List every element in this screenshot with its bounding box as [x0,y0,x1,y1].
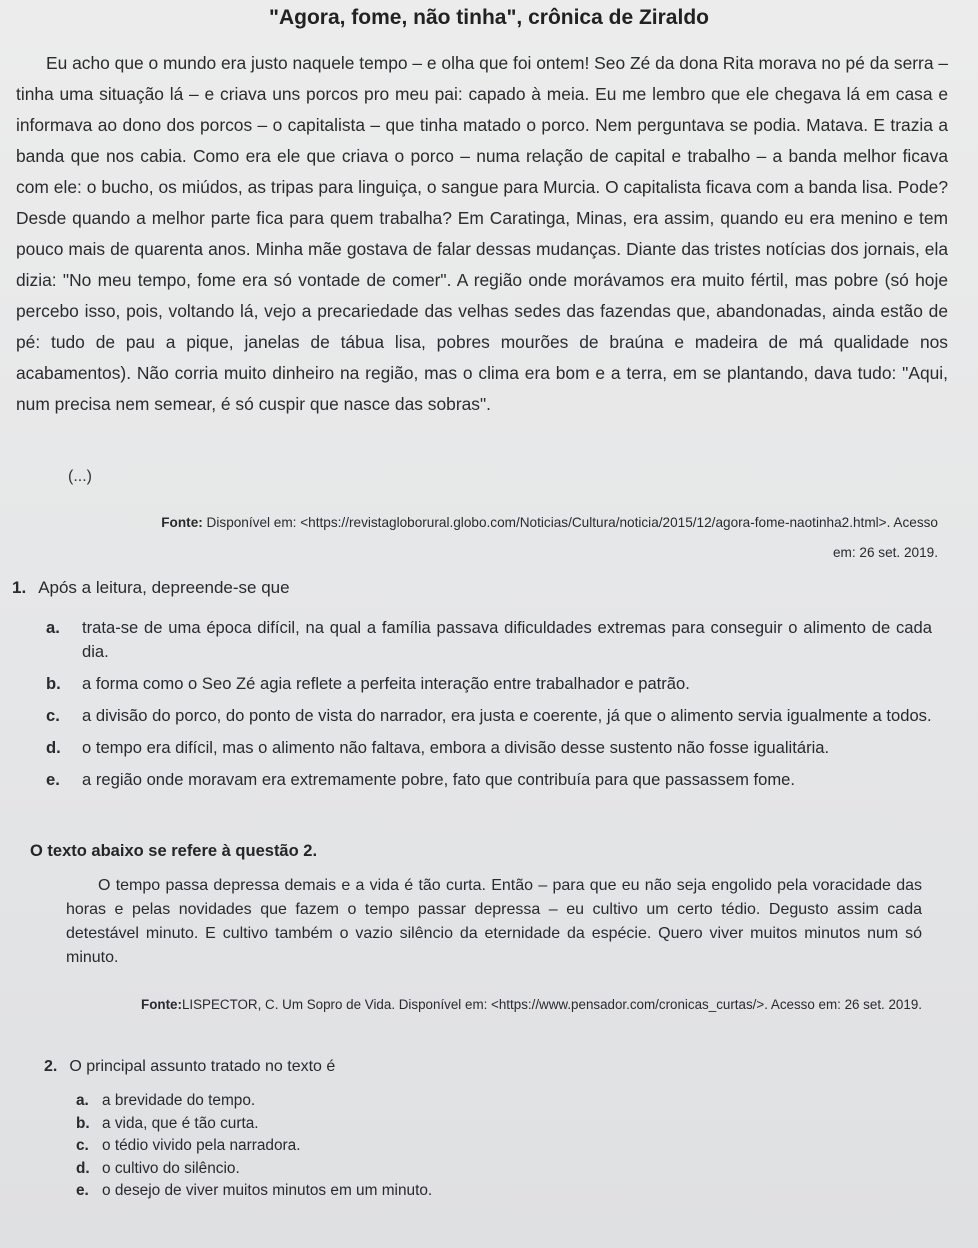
option-c [76,1135,432,1156]
source-label: Fonte: [141,997,182,1012]
option-text: a forma como o Seo Zé agia reflete a perfeita interação entre trabalhador e patrão. [82,674,690,693]
question-2-options [76,1090,432,1203]
omission-mark: (...) [68,468,92,485]
option-d [46,736,932,760]
source-text: Disponível em: <https://revistagloborural.globo.com/Noticias/Cultura/noticia/2015/12/agora-fome-naotinha2.html>. Acesso em: 26 set. 2019. [202,515,938,560]
option-text: o tempo era difícil, mas o alimento não faltava, embora a divisão desse sustento não fosse igualitária. [82,738,830,757]
question-2-prompt [44,1058,335,1076]
option-letter: e. [46,770,60,789]
option-letter: b. [76,1114,90,1132]
option-e [76,1180,432,1201]
option-letter: a. [46,618,60,637]
option-c [46,704,932,728]
option-d [76,1158,432,1179]
source-citation-2 [122,990,922,1020]
option-text: a brevidade do tempo. [102,1092,256,1109]
source-citation-1 [138,508,938,568]
option-letter: c. [46,706,60,725]
question-text: Após a leitura, depreende-se que [38,578,290,597]
option-b [76,1113,432,1134]
option-letter: e. [76,1182,89,1200]
option-text: o tédio vivido pela narradora. [102,1137,301,1155]
option-b [46,672,932,696]
question-text: O principal assunto tratado no texto é [69,1058,336,1075]
option-letter: a. [76,1092,89,1109]
question-1-options [46,616,932,800]
option-a [46,616,932,664]
lispector-text: O tempo passa depressa demais e a vida é tão curta. Então – para que eu não seja engolido pela voracidade das horas e pelas novidades que fazem o tempo passar depressa – eu cultivo um certo tédio. Degusto assim cada detestável minuto. E cultivo também o vazio silêncio da eternidade da espécie. Quero viver muitos minutos num só minuto. [66,877,922,966]
source-label: Fonte: [161,515,203,530]
option-letter: b. [46,674,61,693]
chronicle-title: "Agora, fome, não tinha", crônica de Ziraldo [269,6,709,29]
option-text: a divisão do porco, do ponto de vista do narrador, era justa e coerente, já que o alimento servia igualmente a todos. [82,706,932,725]
source-text: LISPECTOR, C. Um Sopro de Vida. Disponível em: <https://www.pensador.com/cronicas_curtas/>. Acesso em: 26 set. 2019. [181,997,922,1012]
option-a [76,1090,432,1111]
chronicle-text: Eu acho que o mundo era justo naquele tempo – e olha que foi ontem! Seo Zé da dona Rita morava no pé da serra – tinha uma situação lá – e criava uns porcos pro meu pai: capado à meia. Eu me lembro que ele chegava lá em casa e informava ao dono dos porcos – o capitalista – que tinha matado o porco. Nem perguntava se podia. Matava. E trazia a banda que nos cabia. Como era ele que criava o porco – numa relação de capital e trabalho – a banda melhor ficava com ele: o bucho, os miúdos, as tripas para linguiça, o sangue para Murcia. O capitalista ficava com a banda lisa. Pode? Desde quando a melhor parte fica para quem trabalha? Em Caratinga, Minas, era assim, quando eu era menino e tem pouco mais de quarenta anos. Minha mãe gostava de falar dessas mudanças. Diante das tristes notícias dos jornais, ela dizia: "No meu tempo, fome era só vontade de comer". A região onde morávamos era muito fértil, mas pobre (só hoje percebo isso, pois, voltando lá, vejo a precariedade das velhas sedes das fazendas que, abandonadas, ainda estão de pé: tudo de pau a pique, janelas de tábua lisa, pobres mourões de braúna e madeira de má qualidade nos acabamentos). Não corria muito dinheiro na região, mas o clima era bom e a terra, em se plantando, dava tudo: "Aqui, num precisa nem semear, é só cuspir que nasce das sobras". [16,53,949,414]
question-number: 1. [12,578,27,597]
option-letter: c. [76,1137,89,1155]
option-e [46,768,932,792]
question-1-prompt [12,578,290,598]
option-text: a vida, que é tão curta. [102,1114,259,1132]
option-text: o cultivo do silêncio. [102,1159,240,1177]
question-number: 2. [44,1058,58,1075]
question-2-reference: O texto abaixo se refere à questão 2. [30,842,318,860]
option-text: a região onde moravam era extremamente pobre, fato que contribuía para que passassem fome. [82,770,796,789]
option-text: trata-se de uma época difícil, na qual a família passava dificuldades extremas para conseguir o alimento de cada dia. [82,618,932,661]
option-text: o desejo de viver muitos minutos em um minuto. [102,1182,433,1200]
option-letter: d. [46,738,61,757]
option-letter: d. [76,1159,90,1177]
